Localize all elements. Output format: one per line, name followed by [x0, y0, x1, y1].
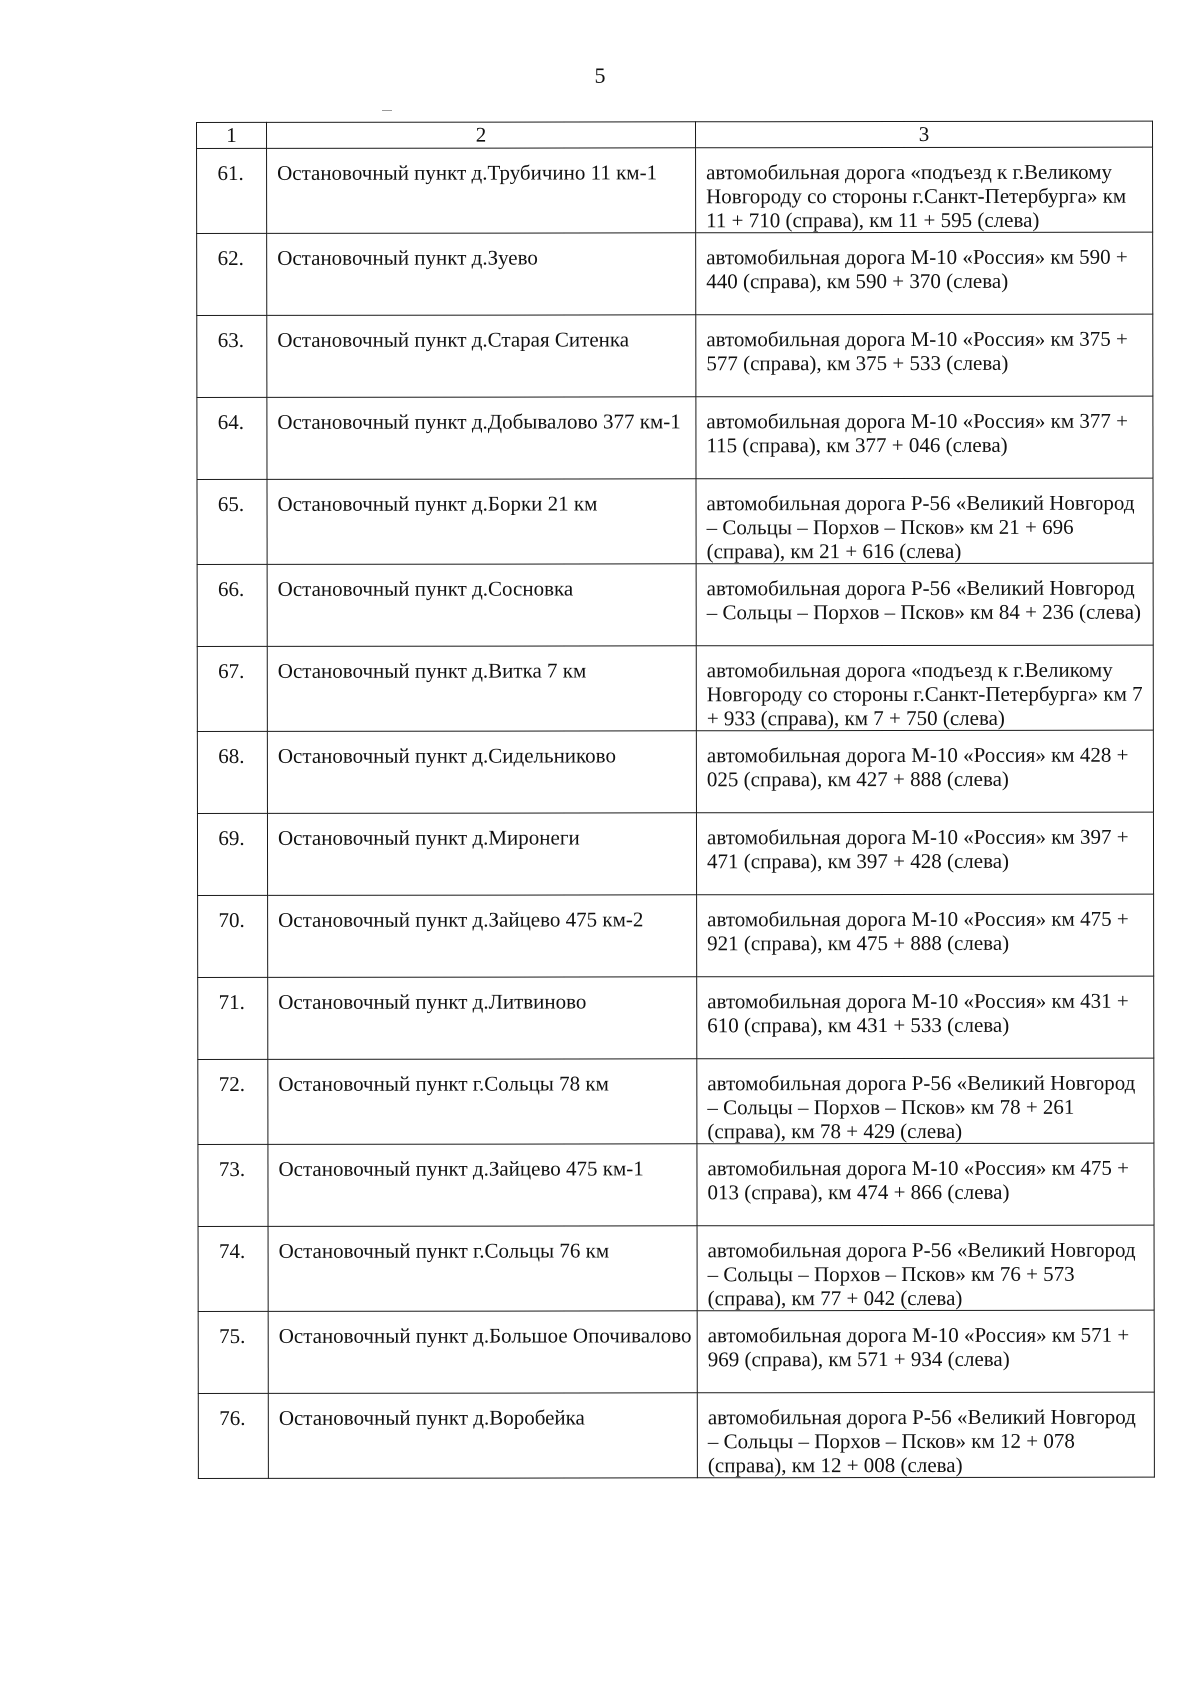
row-number: 72. [198, 1059, 268, 1144]
stop-location: автомобильная дорога М-10 «Россия» км 475 + 013 (справа), км 474 + 866 (слева) [697, 1143, 1154, 1226]
stop-location: автомобильная дорога «подъезд к г.Великому Новгороду со стороны г.Санкт-Петербурга» км 11 + 710 (справа), км 11 + 595 (слева) [696, 147, 1153, 233]
row-number: 73. [198, 1144, 268, 1226]
stop-name: Остановочный пункт г.Сольцы 76 км [268, 1226, 697, 1312]
table-row [197, 232, 1153, 315]
row-number: 66. [197, 564, 267, 646]
stop-name: Остановочный пункт д.Добывалово 377 км-1 [267, 397, 696, 480]
table-row [198, 1058, 1154, 1144]
row-number: 67. [197, 646, 267, 731]
table-row [197, 478, 1153, 564]
bus-stops-table [196, 121, 1155, 1479]
stop-name: Остановочный пункт г.Сольцы 78 км [268, 1059, 697, 1145]
row-number: 61. [197, 148, 267, 233]
table-row [198, 1143, 1154, 1226]
stop-location: автомобильная дорога М-10 «Россия» км 377 + 115 (справа), км 377 + 046 (слева) [696, 396, 1153, 479]
table-row [197, 563, 1153, 646]
table-row [198, 1225, 1154, 1311]
table-row [197, 730, 1153, 813]
stop-name: Остановочный пункт д.Старая Ситенка [267, 315, 696, 398]
stop-location: автомобильная дорога М-10 «Россия» км 428 + 025 (справа), км 427 + 888 (слева) [696, 730, 1153, 813]
row-number: 65. [197, 479, 267, 564]
table-row [197, 645, 1153, 731]
row-number: 68. [197, 731, 267, 813]
header-col-2: 2 [267, 122, 696, 149]
stop-name: Остановочный пункт д.Сосновка [267, 564, 696, 647]
row-number: 75. [198, 1311, 268, 1393]
stop-location: автомобильная дорога М-10 «Россия» км 375 + 577 (справа), км 375 + 533 (слева) [696, 314, 1153, 397]
stop-name: Остановочный пункт д.Воробейка [268, 1393, 697, 1479]
row-number: 71. [198, 977, 268, 1059]
stop-location: автомобильная дорога М-10 «Россия» км 397 + 471 (справа), км 397 + 428 (слева) [696, 812, 1153, 895]
row-number: 69. [197, 813, 267, 895]
header-col-1: 1 [197, 122, 267, 148]
stop-name: Остановочный пункт д.Борки 21 км [267, 479, 696, 565]
row-number: 63. [197, 315, 267, 397]
stop-name: Остановочный пункт д.Витка 7 км [267, 646, 696, 732]
row-number: 76. [198, 1393, 268, 1478]
table-body [197, 147, 1155, 1478]
row-number: 62. [197, 233, 267, 315]
stop-location: автомобильная дорога Р-56 «Великий Новгород – Сольцы – Порхов – Псков» км 78 + 261 (справа), км 78 + 429 (слева) [697, 1058, 1154, 1144]
stop-name: Остановочный пункт д.Зуево [267, 233, 696, 316]
stop-name: Остановочный пункт д.Трубичино 11 км-1 [267, 148, 696, 234]
stop-location: автомобильная дорога Р-56 «Великий Новгород – Сольцы – Порхов – Псков» км 76 + 573 (справа), км 77 + 042 (слева) [697, 1225, 1154, 1311]
table-row [197, 147, 1153, 233]
table-row [197, 812, 1153, 895]
stop-name: Остановочный пункт д.Большое Опочивалово [268, 1311, 697, 1394]
stop-name: Остановочный пункт д.Миронеги [267, 813, 696, 896]
table-row [197, 314, 1153, 397]
stop-name: Остановочный пункт д.Литвиново [268, 977, 697, 1060]
stop-name: Остановочный пункт д.Зайцево 475 км-1 [268, 1144, 697, 1227]
table-header-row [197, 121, 1153, 148]
scan-artifact-mark [382, 110, 392, 111]
stop-location: автомобильная дорога Р-56 «Великий Новгород – Сольцы – Порхов – Псков» км 84 + 236 (слева) [696, 563, 1153, 646]
table-row [198, 1392, 1154, 1478]
row-number: 70. [198, 895, 268, 977]
stop-location: автомобильная дорога М-10 «Россия» км 431 + 610 (справа), км 431 + 533 (слева) [697, 976, 1154, 1059]
table-row [198, 894, 1154, 977]
stop-location: автомобильная дорога М-10 «Россия» км 475 + 921 (справа), км 475 + 888 (слева) [697, 894, 1154, 977]
header-col-3: 3 [696, 121, 1153, 148]
table-row [197, 396, 1153, 479]
stop-location: автомобильная дорога Р-56 «Великий Новгород – Сольцы – Порхов – Псков» км 21 + 696 (справа), км 21 + 616 (слева) [696, 478, 1153, 564]
page-number: 5 [594, 63, 606, 88]
stop-name: Остановочный пункт д.Зайцево 475 км-2 [268, 895, 697, 978]
table-row [198, 976, 1154, 1059]
stop-location: автомобильная дорога Р-56 «Великий Новгород – Сольцы – Порхов – Псков» км 12 + 078 (справа), км 12 + 008 (слева) [697, 1392, 1154, 1478]
stop-location: автомобильная дорога «подъезд к г.Великому Новгороду со стороны г.Санкт-Петербурга» км 7 + 933 (справа), км 7 + 750 (слева) [696, 645, 1153, 731]
stop-location: автомобильная дорога М-10 «Россия» км 571 + 969 (справа), км 571 + 934 (слева) [697, 1310, 1154, 1393]
row-number: 74. [198, 1226, 268, 1311]
table-row [198, 1310, 1154, 1393]
stop-location: автомобильная дорога М-10 «Россия» км 590 + 440 (справа), км 590 + 370 (слева) [696, 232, 1153, 315]
stop-name: Остановочный пункт д.Сидельниково [267, 731, 696, 814]
row-number: 64. [197, 397, 267, 479]
